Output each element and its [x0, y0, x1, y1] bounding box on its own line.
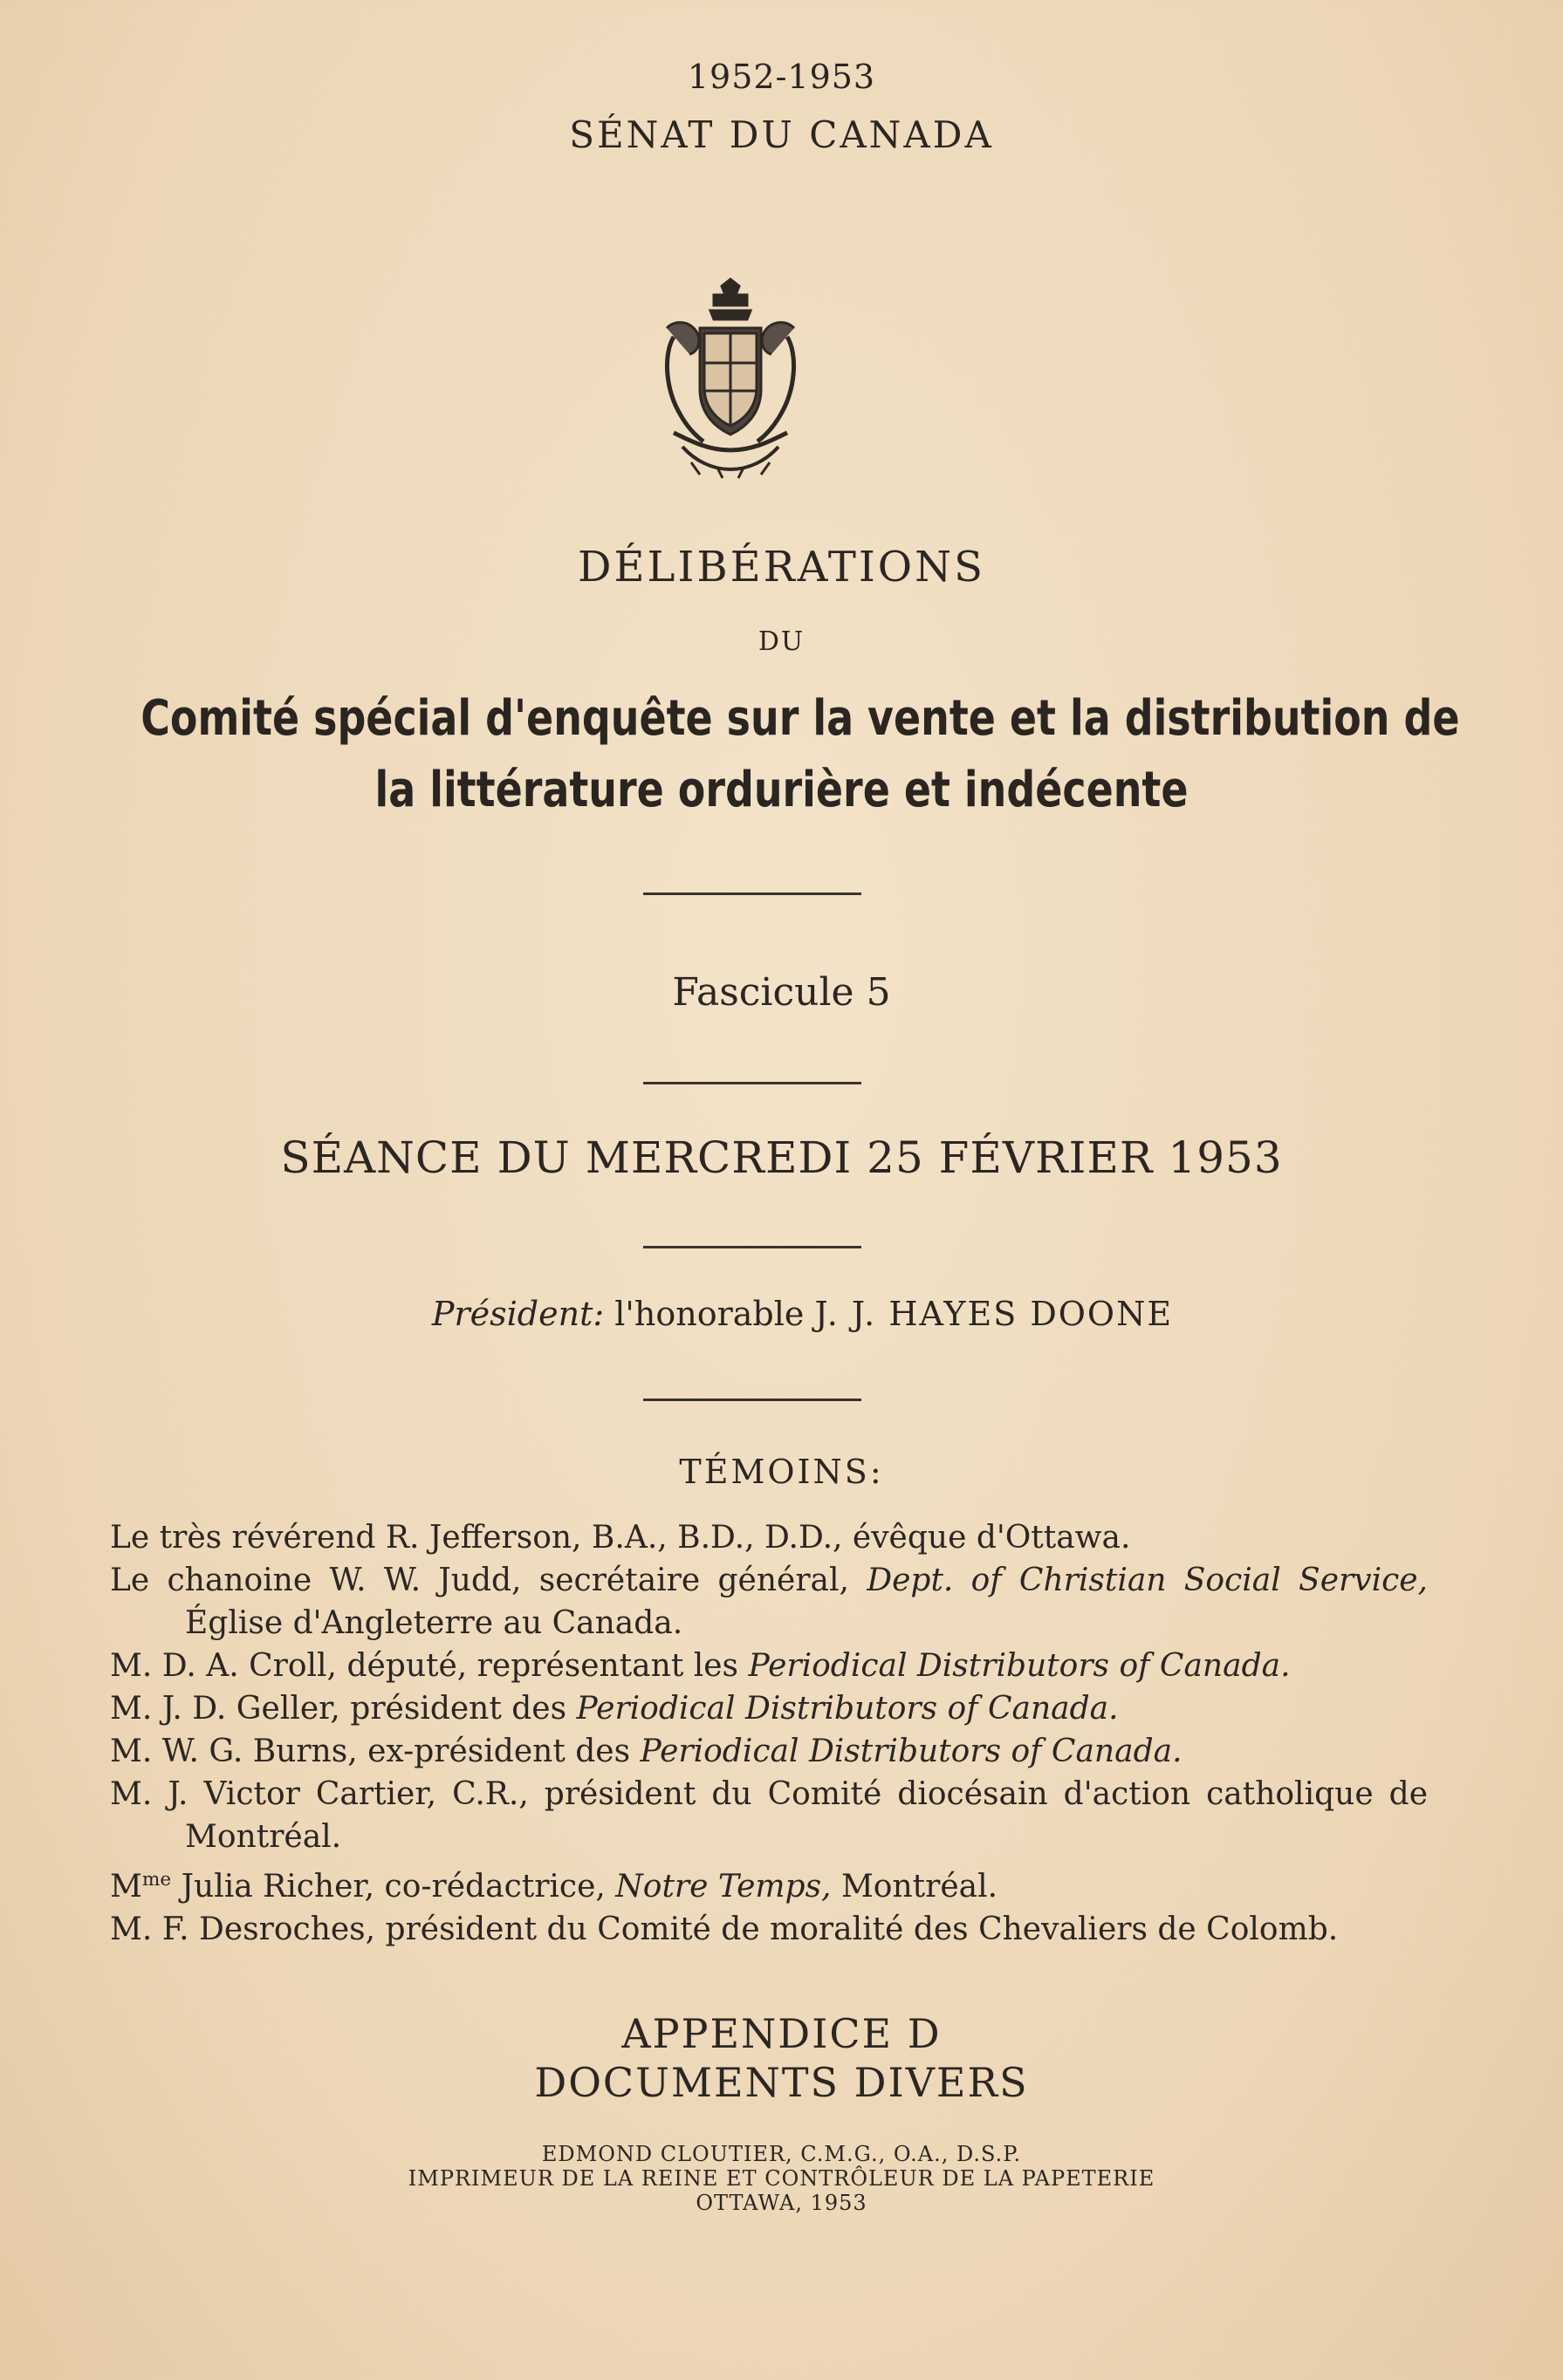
- witness-item: Le chanoine W. W. Judd, secrétaire général, Dept. of Christian Social Service, Église d'Angleterre au Canada.: [110, 1563, 1428, 1641]
- deliberations-heading: DÉLIBÉRATIONS: [577, 543, 986, 592]
- committee-title-line2: la littérature ordurière et indécente: [374, 762, 1189, 818]
- witness-item: $M^{me}$ Julia Richer, co-rédactrice, Notre Temps, Montréal.: [110, 1869, 998, 1905]
- committee-title: [141, 683, 1460, 826]
- institution-name: SÉNAT DU CANADA: [569, 113, 994, 156]
- fascicule-number: Fascicule 5: [672, 970, 891, 1015]
- witness-item: M. D. A. Croll, député, représentant les Periodical Distributors of Canada.: [110, 1648, 1291, 1684]
- president-label: Président:: [431, 1295, 605, 1333]
- president-line: [21, 1295, 1563, 1333]
- session-date: SÉANCE DU MERCREDI 25 FÉVRIER 1953: [280, 1132, 1283, 1183]
- witness-item: M. W. G. Burns, ex-président des Periodical Distributors of Canada.: [110, 1734, 1183, 1769]
- session-years: 1952-1953: [687, 58, 876, 96]
- president-name: J. J. HAYES DOONE: [814, 1295, 1174, 1333]
- printer-name: EDMOND CLOUTIER, C.M.G., O.A., D.S.P.: [541, 2142, 1022, 2166]
- printer-imprint: [0, 2142, 1563, 2215]
- printer-title: IMPRIMEUR DE LA REINE ET CONTRÔLEUR DE LA PAPETERIE: [408, 2166, 1155, 2191]
- witnesses-heading: TÉMOINS:: [679, 1453, 884, 1491]
- printer-place-year: OTTAWA, 1953: [696, 2191, 867, 2215]
- divider-rule: [643, 1246, 861, 1248]
- coat-of-arms-icon: [656, 276, 805, 480]
- du-label: DU: [758, 626, 805, 657]
- appendix-title: APPENDICE D: [621, 2010, 942, 2057]
- witness-item: Le très révérend R. Jefferson, B.A., B.D., D.D., évêque d'Ottawa.: [110, 1520, 1131, 1556]
- appendix-subtitle: DOCUMENTS DIVERS: [534, 2059, 1029, 2106]
- divider-rule: [643, 892, 861, 895]
- appendix-heading: [0, 2009, 1563, 2107]
- president-honorific: l'honorable: [614, 1295, 805, 1333]
- committee-title-line1: Comité spécial d'enquête sur la vente et la distribution de: [141, 690, 1460, 747]
- witness-list: [110, 1516, 1428, 1951]
- divider-rule: [643, 1082, 861, 1084]
- witness-item: M. J. Victor Cartier, C.R., président du Comité diocésain d'action catholique de Montréal.: [110, 1776, 1428, 1855]
- divider-rule: [643, 1399, 861, 1401]
- witness-item: M. F. Desroches, président du Comité de moralité des Chevaliers de Colomb.: [110, 1912, 1339, 1947]
- witness-item: M. J. D. Geller, président des Periodical Distributors of Canada.: [110, 1691, 1119, 1727]
